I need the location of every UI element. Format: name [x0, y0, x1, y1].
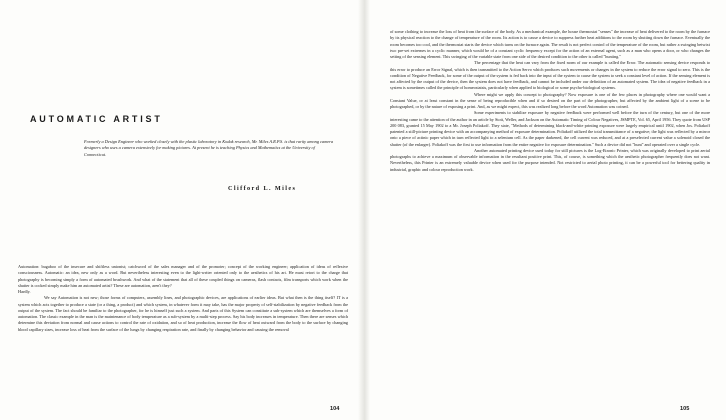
left-body-text [18, 264, 348, 333]
author-bio: Formerly a Design Engineer who worked closely with the plastic laboratory in Kodak research, Mr. Miles A.R.P.S. is that rarity among camera designers who uses a camera extensively for making pictures. At present he is teaching Physics and Mathematics at the University of Connecticut. [84, 139, 334, 157]
paragraph: Where might we apply this concept to photography? Now exposure is one of the few places in photography where one would want a Constant Value, or at least constant in the sense of being reproducible when and if so desired on the part of the photographer, but affected by the ambient light of a scene to be photographed, or by the nature of exposing a print. And, as we might expect, this was realized long before the word Automation was coined. [390, 91, 710, 109]
paragraph: We say Automation is not new; those forms of computers, assembly lines, and photographic devices, are applications of earlier ideas. But what then is the thing itself? IT is a system which acts together to produce a state (or a thing, a product) and which system, in whatever form it may take, has the major property of self-stabilization by negative feedback from the output of the system. The fact should be familiar to the photographer, for he is himself just such a system. And parts of this System can constitute a sub-system which are themselves a form of automation. The classic example in the man is the maintenance of body temperature as a sub-system by a multi-step process. Say his body increases in temperature. Then there are senses which determine this deviation from normal and cause actions to control the rate of oxidation, and so of heat production, increase the flow of heat outward from the body to the surface by changing blood capillary sizes, increase loss of heat from the surface of the lungs by changing respiration rate, and finally by changing behavior and causing the removal [18, 295, 348, 332]
paragraph: Another automated printing device used today for still pictures is the Log-Etronic Printer, which was originally developed to print aerial photographs to achieve a maximum of observable information in the resultant positive print. This, of course, is something which the aesthetic photographer frequently does not want. Nevertheless, this Printer is an extremely valuable device when used for the purpose intended. Not restricted to aerial photo printing, it can be a powerful tool for bettering quality in industrial, graphic and colour reproduction work. [390, 147, 710, 172]
article-title: AUTOMATIC ARTIST [30, 114, 163, 124]
paragraph: Automation: bugaboo of the insecure and shiftless unionist; catchword of the sales manager and of the promoter; concept of the working engineer; application of ideas of reflexive consciousness. Automatic: an idea, new only as a word. But nevertheless interesting even to the light-writer oriented only to the aesthetics of his art. He must retort to the charge that photography is becoming simply a form of automated brushwork. And what of the statement that all of these coupled things on cameras, flash contacts, film transports which work when the shutter is cocked simply make him an automated artist? These are automation, aren't they? [18, 264, 348, 288]
right-body-text [390, 29, 710, 173]
page-number: 104 [330, 406, 340, 412]
right-page [390, 0, 710, 420]
left-page [18, 0, 348, 420]
author-name: Clifford L. Miles [228, 185, 297, 192]
paragraph: of some clothing to increase the loss of heat from the surface of the body. As a mechanical example, the house thermostat "senses" the increase of heat delivered to the room by the furnace by its physical reaction to the change of temperature of the room. Its action is to cause a device to suppress further heat additions to the room by shutting down the furnace. Eventually the room becomes too cool, and the thermostat starts the device which turns on the furnace again. The result is not perfect control of the temperature of the room, but rather a swinging betwixt two pre-set extremes in a cyclic manner, which would be of a constant cyclic frequency except for the action of an external agent, such as a man who opens a door, or who changes the setting of the sensing element. This swinging of the variable state from one side of the desired condition to the other is called "hunting." [390, 29, 710, 59]
page-number: 105 [680, 406, 690, 412]
book-gutter [358, 0, 370, 420]
paragraph: Some experiments to stabilize exposure by negative feedback were performed well before the turn of the century, but one of the more interesting came to the attention of the author in an article by Stott, Weller, and Jackson on the Automatic Timing of Colour Negatives, JSMPTE, Vol. 65, April 1956. They quote from USP 200 083, granted 15 May 1902 to a Mr. Joseph Poliakoff. They state, "Methods of determining black-and-white printing exposure were largely empirical until 1902, when Jos. Poliakoff patented a still-picture printing device with an accompanying method of exposure determination. Poliakoff utilized the total transmittance of a negative; the light was reflected by a mirror onto a piece of actinic paper which in turn reflected light to a selenium cell. As the paper darkened, the cell current was reduced, and at a preselected current value a solenoid closed the shutter (of the enlarger). Poliakoff was the first to use information from the entire negative for exposure determination." Such a device did not "hunt" and operated over a single cycle. [390, 110, 710, 147]
paragraph: Hardly. [18, 289, 31, 294]
paragraph: The percentage that the heat can vary from the fixed norm of our example is called the Error. The automatic sensing device responds to this error to produce an Error Signal, which is then transmitted to the Action Servo which produces such movements or changes in the system to reduce the error signal to zero. This is the condition of Negative Feedback, for some of the output of the system is fed back into the input of the system to cause the system to seek a constant level of action. If the sensing element is not affected by the output of the device, then the system does not have feedback, and cannot be included under our definition of an automated system. The idea of negative feedback in a system is sometimes called the principle of homeostatsis, particularly when applied to biological or some psycho-biological systems. [390, 60, 710, 91]
